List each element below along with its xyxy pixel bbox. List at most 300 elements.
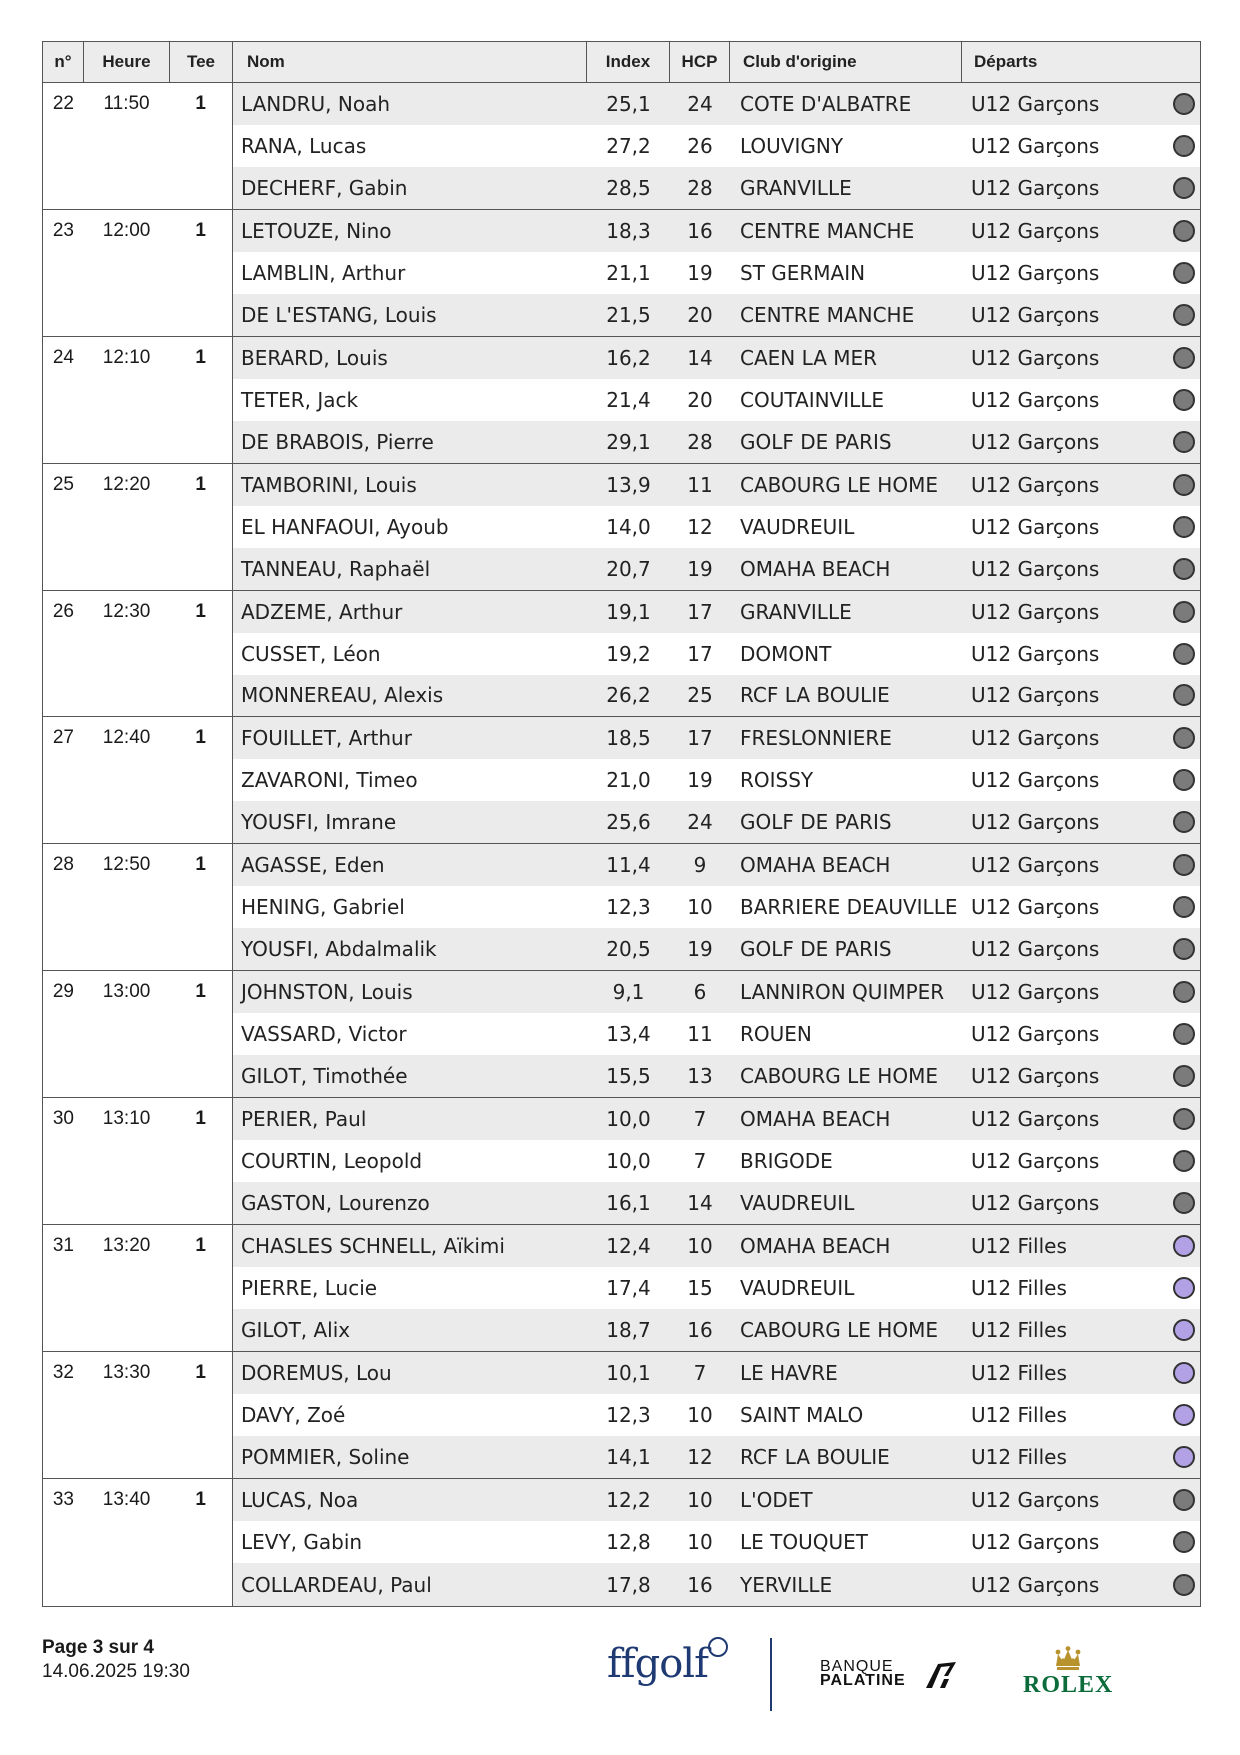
player-index: 10,0 [606, 1107, 651, 1132]
player-row [233, 337, 1200, 379]
group-number: 33 [52, 1488, 74, 1510]
player-club: COTE D'ALBATRE [740, 91, 912, 116]
player-row [233, 83, 1200, 125]
player-club: OMAHA BEACH [740, 853, 891, 878]
tee-number: 1 [195, 1235, 206, 1257]
player-hcp: 11 [687, 1022, 713, 1047]
player-row [233, 1521, 1200, 1563]
group-number: 32 [52, 1361, 74, 1383]
player-row [233, 294, 1200, 336]
player-hcp: 17 [687, 641, 713, 666]
player-hcp: 9 [693, 853, 707, 878]
player-name: POMMIER, Soline [241, 1444, 410, 1469]
player-row [233, 801, 1200, 843]
golfball-icon [708, 1637, 728, 1657]
tee-number: 1 [195, 1361, 206, 1383]
group-number: 29 [52, 981, 74, 1003]
header-hcp: HCP [670, 42, 730, 82]
player-row [233, 210, 1200, 252]
player-name: CUSSET, Léon [241, 641, 381, 666]
player-row [233, 1182, 1200, 1224]
tee-group [43, 337, 1200, 464]
player-row [233, 928, 1200, 970]
departure-color-dot-icon [1173, 474, 1195, 496]
player-club: OMAHA BEACH [740, 1107, 891, 1132]
player-club: OMAHA BEACH [740, 1234, 891, 1258]
group-players [233, 717, 1200, 843]
player-row [233, 1225, 1200, 1267]
player-departure: U12 Garçons [971, 937, 1100, 962]
player-departure: U12 Filles [971, 1360, 1067, 1385]
group-number: 25 [52, 473, 74, 495]
player-departure: U12 Garçons [971, 175, 1100, 200]
player-hcp: 7 [693, 1360, 707, 1385]
departure-color-dot-icon [1173, 1404, 1195, 1426]
player-departure: U12 Garçons [971, 429, 1100, 454]
player-row [233, 379, 1200, 421]
player-name: GASTON, Lourenzo [241, 1191, 430, 1216]
player-index: 10,1 [606, 1360, 651, 1385]
group-players [233, 971, 1200, 1097]
page-number: Page 3 sur 4 [42, 1637, 154, 1658]
departure-color-dot-icon [1173, 1319, 1195, 1341]
header-number: n° [43, 42, 84, 82]
page-footer [42, 1637, 190, 1683]
player-name: LANDRU, Noah [241, 91, 391, 116]
player-hcp: 19 [687, 260, 713, 285]
start-time: 12:00 [102, 219, 151, 241]
player-name: DAVY, Zoé [241, 1402, 346, 1427]
player-club: LANNIRON QUIMPER [740, 980, 945, 1005]
player-departure: U12 Garçons [971, 768, 1100, 793]
tee-number: 1 [195, 1488, 206, 1510]
tee-group [43, 1479, 1200, 1606]
player-row [233, 548, 1200, 590]
player-row [233, 1436, 1200, 1478]
departure-color-dot-icon [1173, 1023, 1195, 1045]
player-index: 27,2 [606, 133, 651, 158]
player-club: COUTAINVILLE [740, 387, 885, 412]
player-row [233, 759, 1200, 801]
player-club: L'ODET [740, 1487, 813, 1512]
player-departure: U12 Garçons [971, 514, 1100, 539]
player-index: 21,1 [606, 260, 651, 285]
player-departure: U12 Garçons [971, 1572, 1100, 1597]
player-club: CABOURG LE HOME [740, 1317, 938, 1342]
group-info [43, 464, 233, 590]
player-row [233, 464, 1200, 506]
player-name: COLLARDEAU, Paul [241, 1572, 432, 1597]
player-club: CENTRE MANCHE [740, 218, 915, 243]
departure-color-dot-icon [1173, 1574, 1195, 1596]
player-index: 26,2 [606, 683, 651, 708]
player-row [233, 591, 1200, 633]
tee-times-table [42, 41, 1201, 1607]
rolex-logo-text: ROLEX [1023, 1672, 1114, 1698]
player-row [233, 252, 1200, 294]
player-index: 21,4 [606, 387, 651, 412]
player-departure: U12 Garçons [971, 556, 1100, 581]
departure-color-dot-icon [1173, 1446, 1195, 1468]
player-club: VAUDREUIL [740, 514, 855, 539]
player-name: DE L'ESTANG, Louis [241, 302, 437, 327]
header-club: Club d'origine [730, 42, 962, 82]
tee-number: 1 [195, 93, 206, 114]
group-info [43, 1479, 233, 1606]
header-tee: Tee [170, 42, 233, 82]
player-hcp: 14 [687, 1191, 713, 1216]
group-info [43, 717, 233, 843]
tee-number: 1 [195, 727, 206, 749]
player-hcp: 10 [687, 1402, 713, 1427]
player-club: FRESLONNIERE [740, 726, 892, 751]
departure-color-dot-icon [1173, 1108, 1195, 1130]
departure-color-dot-icon [1173, 938, 1195, 960]
player-row [233, 506, 1200, 548]
player-hcp: 7 [693, 1149, 707, 1174]
group-number: 28 [52, 854, 74, 876]
player-club: CENTRE MANCHE [740, 302, 915, 327]
departure-color-dot-icon [1173, 93, 1195, 115]
player-club: DOMONT [740, 641, 832, 666]
player-index: 17,4 [606, 1275, 651, 1300]
player-club: CABOURG LE HOME [740, 472, 938, 497]
player-name: EL HANFAOUI, Ayoub [241, 514, 449, 539]
player-club: LOUVIGNY [740, 133, 844, 158]
banque-logo-line2: PALATINE [820, 1672, 906, 1689]
player-club: ROISSY [740, 768, 814, 793]
player-row [233, 125, 1200, 167]
player-index: 12,3 [606, 1402, 651, 1427]
player-hcp: 25 [687, 683, 713, 708]
player-row [233, 1013, 1200, 1055]
player-name: JOHNSTON, Louis [241, 980, 413, 1005]
group-players [233, 591, 1200, 717]
tee-group [43, 464, 1200, 591]
player-hcp: 28 [687, 175, 713, 200]
departure-color-dot-icon [1173, 558, 1195, 580]
player-departure: U12 Filles [971, 1444, 1067, 1469]
player-name: COURTIN, Leopold [241, 1149, 423, 1174]
player-hcp: 7 [693, 1107, 707, 1132]
rolex-logo [1023, 1646, 1113, 1699]
player-row [233, 421, 1200, 463]
player-name: ADZEME, Arthur [241, 599, 403, 624]
player-club: LE HAVRE [740, 1360, 838, 1385]
player-club: RCF LA BOULIE [740, 683, 890, 708]
player-departure: U12 Garçons [971, 1107, 1100, 1132]
player-index: 14,1 [606, 1444, 651, 1469]
player-departure: U12 Garçons [971, 1149, 1100, 1174]
group-number: 27 [52, 727, 74, 749]
tee-group [43, 717, 1200, 844]
player-row [233, 1563, 1200, 1605]
player-index: 15,5 [606, 1064, 651, 1089]
player-hcp: 15 [687, 1275, 713, 1300]
player-departure: U12 Garçons [971, 1487, 1100, 1512]
player-row [233, 886, 1200, 928]
group-info [43, 1098, 233, 1224]
departure-color-dot-icon [1173, 896, 1195, 918]
departure-color-dot-icon [1173, 516, 1195, 538]
tee-group [43, 591, 1200, 718]
player-club: SAINT MALO [740, 1402, 864, 1427]
departure-color-dot-icon [1173, 1235, 1195, 1257]
player-index: 18,5 [606, 726, 651, 751]
player-name: DOREMUS, Lou [241, 1360, 392, 1385]
player-hcp: 20 [687, 387, 713, 412]
tee-number: 1 [195, 473, 206, 495]
player-name: LETOUZE, Nino [241, 218, 392, 243]
player-club: CAEN LA MER [740, 345, 878, 370]
player-hcp: 16 [687, 1572, 713, 1597]
player-name: GILOT, Alix [241, 1317, 351, 1342]
player-departure: U12 Garçons [971, 91, 1100, 116]
player-index: 18,7 [606, 1317, 651, 1342]
player-departure: U12 Garçons [971, 810, 1100, 835]
group-info [43, 210, 233, 336]
group-players [233, 1352, 1200, 1478]
departure-color-dot-icon [1173, 811, 1195, 833]
start-time: 12:30 [102, 600, 151, 622]
player-club: RCF LA BOULIE [740, 1444, 890, 1469]
player-name: FOUILLET, Arthur [241, 726, 412, 751]
player-hcp: 10 [687, 895, 713, 920]
player-name: YOUSFI, Abdalmalik [241, 937, 437, 962]
print-datetime: 14.06.2025 19:30 [42, 1661, 190, 1682]
player-name: BERARD, Louis [241, 345, 388, 370]
player-departure: U12 Garçons [971, 302, 1100, 327]
player-departure: U12 Filles [971, 1234, 1067, 1258]
header-index: Index [587, 42, 670, 82]
start-time: 13:40 [102, 1488, 151, 1510]
player-row [233, 1098, 1200, 1140]
departure-color-dot-icon [1173, 347, 1195, 369]
player-club: YERVILLE [740, 1572, 833, 1597]
player-departure: U12 Filles [971, 1275, 1067, 1300]
group-players [233, 1225, 1200, 1351]
group-players [233, 1098, 1200, 1224]
start-time: 13:30 [102, 1361, 151, 1383]
departure-color-dot-icon [1173, 981, 1195, 1003]
departure-color-dot-icon [1173, 769, 1195, 791]
departure-color-dot-icon [1173, 1065, 1195, 1087]
player-hcp: 17 [687, 726, 713, 751]
player-departure: U12 Garçons [971, 1530, 1100, 1555]
group-info [43, 83, 233, 209]
player-row [233, 971, 1200, 1013]
tee-group [43, 971, 1200, 1098]
player-club: ROUEN [740, 1022, 812, 1047]
departure-color-dot-icon [1173, 854, 1195, 876]
tee-number: 1 [195, 346, 206, 368]
tee-number: 1 [195, 854, 206, 876]
group-players [233, 464, 1200, 590]
group-players [233, 1479, 1200, 1606]
player-club: OMAHA BEACH [740, 556, 891, 581]
departure-color-dot-icon [1173, 389, 1195, 411]
player-name: PIERRE, Lucie [241, 1275, 378, 1300]
player-index: 13,4 [606, 1022, 651, 1047]
group-number: 30 [52, 1108, 74, 1130]
player-row [233, 717, 1200, 759]
player-index: 12,2 [606, 1487, 651, 1512]
player-index: 25,1 [606, 91, 651, 116]
player-hcp: 13 [687, 1064, 713, 1089]
player-hcp: 12 [687, 1444, 713, 1469]
departure-color-dot-icon [1173, 431, 1195, 453]
logo-divider [770, 1638, 772, 1711]
departure-color-dot-icon [1173, 643, 1195, 665]
start-time: 12:10 [102, 346, 151, 368]
departure-color-dot-icon [1173, 177, 1195, 199]
tee-group [43, 844, 1200, 971]
tee-group [43, 1225, 1200, 1352]
player-hcp: 10 [687, 1530, 713, 1555]
player-club: ST GERMAIN [740, 260, 866, 285]
player-club: BARRIERE DEAUVILLE [740, 895, 958, 920]
header-departures: Départs [974, 52, 1038, 71]
player-hcp: 12 [687, 514, 713, 539]
player-index: 20,5 [606, 937, 651, 962]
ffgolf-logo [607, 1641, 708, 1687]
player-row [233, 1479, 1200, 1521]
player-hcp: 24 [687, 91, 713, 116]
player-name: VASSARD, Victor [241, 1022, 407, 1047]
player-row [233, 844, 1200, 886]
player-hcp: 24 [687, 810, 713, 835]
group-info [43, 971, 233, 1097]
player-hcp: 6 [693, 980, 707, 1005]
player-index: 16,2 [606, 345, 651, 370]
player-index: 16,1 [606, 1191, 651, 1216]
player-name: TANNEAU, Raphaël [241, 556, 431, 581]
player-club: GOLF DE PARIS [740, 937, 892, 962]
player-name: LUCAS, Noa [241, 1487, 359, 1512]
player-departure: U12 Garçons [971, 1064, 1100, 1089]
player-departure: U12 Garçons [971, 387, 1100, 412]
start-time: 12:50 [102, 854, 151, 876]
group-info [43, 844, 233, 970]
player-row [233, 167, 1200, 209]
player-hcp: 10 [687, 1234, 713, 1258]
banque-palatine-logo [820, 1660, 906, 1688]
player-club: LE TOUQUET [740, 1530, 868, 1555]
departure-color-dot-icon [1173, 601, 1195, 623]
player-row [233, 1267, 1200, 1309]
player-departure: U12 Garçons [971, 472, 1100, 497]
player-index: 12,8 [606, 1530, 651, 1555]
player-row [233, 1352, 1200, 1394]
player-departure: U12 Garçons [971, 260, 1100, 285]
player-departure: U12 Garçons [971, 218, 1100, 243]
group-number: 31 [52, 1235, 74, 1257]
player-club: GOLF DE PARIS [740, 429, 892, 454]
player-index: 18,3 [606, 218, 651, 243]
header-time: Heure [84, 42, 170, 82]
player-index: 21,0 [606, 768, 651, 793]
player-club: VAUDREUIL [740, 1275, 855, 1300]
player-club: BRIGODE [740, 1149, 833, 1174]
player-index: 21,5 [606, 302, 651, 327]
player-departure: U12 Garçons [971, 599, 1100, 624]
departure-color-dot-icon [1173, 220, 1195, 242]
player-departure: U12 Garçons [971, 1022, 1100, 1047]
player-index: 12,3 [606, 895, 651, 920]
player-index: 25,6 [606, 810, 651, 835]
player-row [233, 1394, 1200, 1436]
player-club: GOLF DE PARIS [740, 810, 892, 835]
start-time: 13:00 [102, 981, 151, 1003]
player-name: HENING, Gabriel [241, 895, 405, 920]
player-row [233, 633, 1200, 675]
player-departure: U12 Garçons [971, 641, 1100, 666]
group-number: 24 [52, 346, 74, 368]
player-index: 10,0 [606, 1149, 651, 1174]
player-hcp: 26 [687, 133, 713, 158]
player-name: TAMBORINI, Louis [241, 472, 417, 497]
player-index: 13,9 [606, 472, 651, 497]
tee-number: 1 [195, 219, 206, 241]
departure-color-dot-icon [1173, 1277, 1195, 1299]
tee-group [43, 210, 1200, 337]
table-header [43, 42, 1200, 83]
start-time: 12:40 [102, 727, 151, 749]
player-hcp: 28 [687, 429, 713, 454]
player-hcp: 19 [687, 768, 713, 793]
player-departure: U12 Garçons [971, 895, 1100, 920]
player-club: CABOURG LE HOME [740, 1064, 938, 1089]
player-hcp: 20 [687, 302, 713, 327]
tee-group [43, 1098, 1200, 1225]
player-club: GRANVILLE [740, 175, 852, 200]
groups-body [43, 83, 1200, 1606]
departure-color-dot-icon [1173, 304, 1195, 326]
player-row [233, 675, 1200, 717]
tee-group [43, 1352, 1200, 1479]
player-departure: U12 Filles [971, 1317, 1067, 1342]
group-number: 22 [52, 93, 74, 114]
start-time: 11:50 [103, 93, 150, 114]
player-index: 9,1 [612, 980, 645, 1005]
player-index: 19,2 [606, 641, 651, 666]
player-name: PERIER, Paul [241, 1107, 367, 1132]
group-players [233, 337, 1200, 463]
player-index: 29,1 [606, 429, 651, 454]
start-time: 13:10 [102, 1108, 151, 1130]
player-departure: U12 Garçons [971, 133, 1100, 158]
group-info [43, 1225, 233, 1351]
departure-color-dot-icon [1173, 135, 1195, 157]
tee-number: 1 [195, 981, 206, 1003]
player-index: 17,8 [606, 1572, 651, 1597]
banque-logo-line1: BANQUE [820, 1658, 894, 1675]
group-players [233, 844, 1200, 970]
player-hcp: 11 [687, 472, 713, 497]
player-club: GRANVILLE [740, 599, 852, 624]
player-name: CHASLES SCHNELL, Aïkimi [241, 1234, 505, 1258]
player-departure: U12 Garçons [971, 683, 1100, 708]
player-departure: U12 Garçons [971, 726, 1100, 751]
player-index: 11,4 [606, 853, 651, 878]
player-name: GILOT, Timothée [241, 1064, 408, 1089]
player-index: 28,5 [606, 175, 651, 200]
player-row [233, 1055, 1200, 1097]
tee-group [43, 83, 1200, 210]
player-name: AGASSE, Eden [241, 853, 385, 878]
player-hcp: 17 [687, 599, 713, 624]
player-name: TETER, Jack [241, 387, 359, 412]
